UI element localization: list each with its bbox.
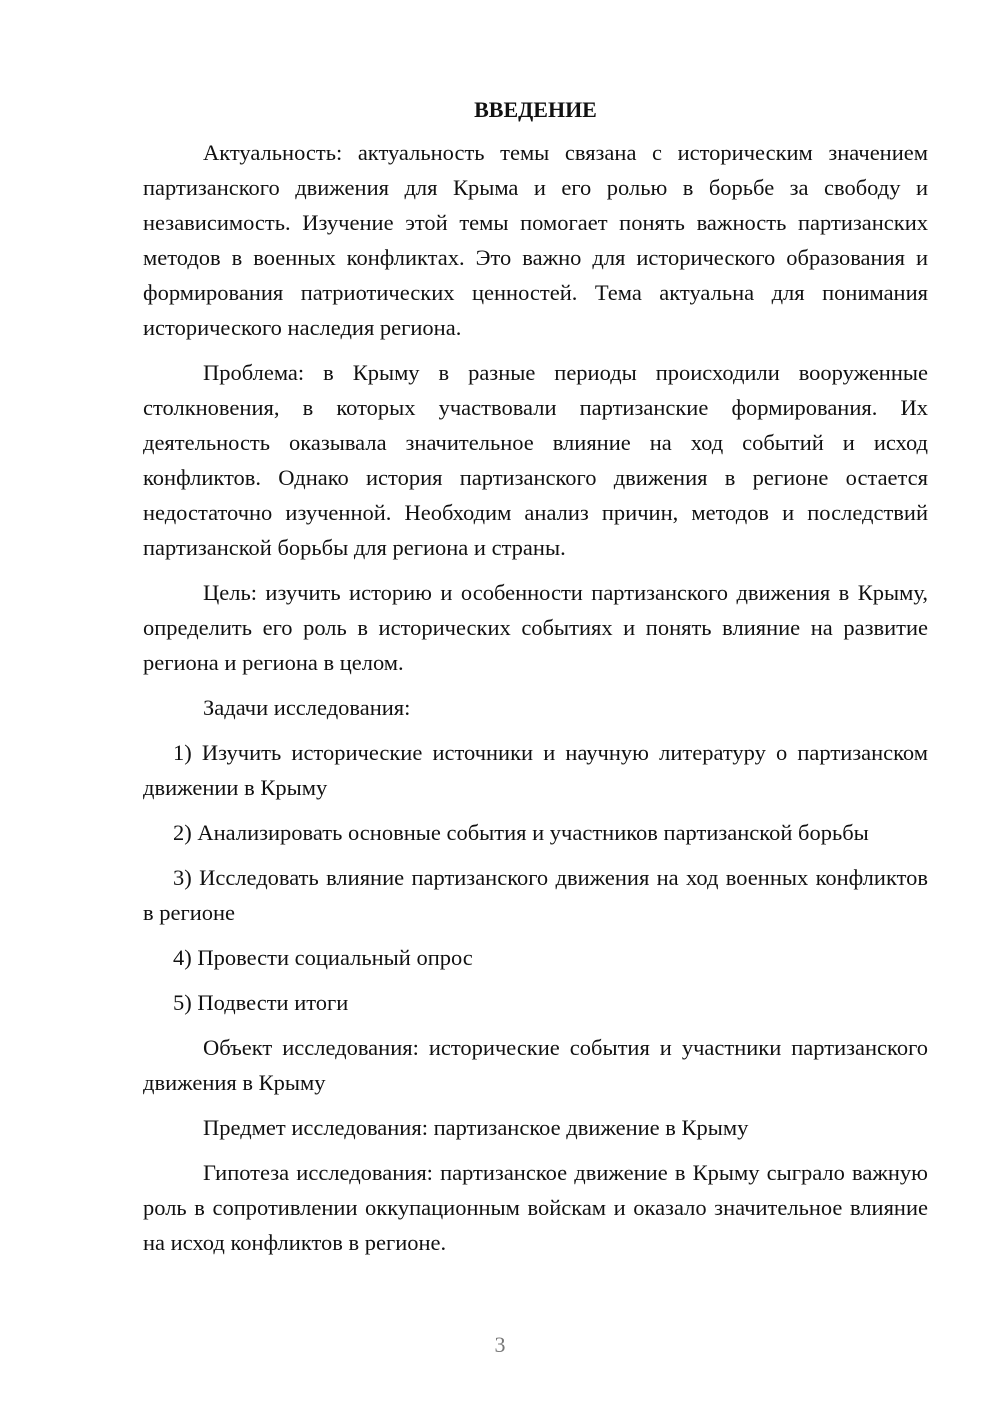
paragraph-tasks-heading: Задачи исследования:	[203, 695, 411, 720]
task-item-1: 1) Изучить исторические источники и научную литературу о партизанском движении в Крыму	[143, 740, 928, 800]
task-item-4: 4) Провести социальный опрос	[173, 945, 473, 970]
task-item-5: 5) Подвести итоги	[173, 990, 349, 1015]
document-page	[143, 92, 928, 1270]
page-number: 3	[494, 1332, 506, 1357]
page-title: ВВЕДЕНИЕ	[474, 97, 597, 122]
task-item-3: 3) Исследовать влияние партизанского движения на ход военных конфликтов в регионе	[143, 865, 928, 925]
tasks-list	[143, 735, 928, 1020]
paragraph-hypothesis: Гипотеза исследования: партизанское движение в Крыму сыграло важную роль в сопротивлении оккупационным войскам и оказало значительное влияние на исход конфликтов в регионе.	[143, 1160, 928, 1255]
paragraph-problem: Проблема: в Крыму в разные периоды происходили вооруженные столкновения, в которых участвовали партизанские формирования. Их деятельность оказывала значительное влияние на ход событий и исход конфликтов. Однако история партизанского движения в регионе остается недостаточно изученной. Необходим анализ причин, методов и последствий партизанской борьбы для региона и страны.	[143, 360, 928, 560]
paragraph-goal: Цель: изучить историю и особенности партизанского движения в Крыму, определить его роль в исторических событиях и понять влияние на развитие региона и региона в целом.	[143, 580, 928, 675]
paragraph-relevance: Актуальность: актуальность темы связана с историческим значением партизанского движения для Крыма и его ролью в борьбе за свободу и независимость. Изучение этой темы помогает понять важность партизанских методов в военных конфликтах. Это важно для исторического образования и формирования патриотических ценностей. Тема актуальна для понимания исторического наследия региона.	[143, 140, 928, 340]
paragraph-subject: Предмет исследования: партизанское движение в Крыму	[203, 1115, 749, 1140]
paragraph-object: Объект исследования: исторические события и участники партизанского движения в Крыму	[143, 1035, 928, 1095]
task-item-2: 2) Анализировать основные события и участников партизанской борьбы	[173, 820, 869, 845]
